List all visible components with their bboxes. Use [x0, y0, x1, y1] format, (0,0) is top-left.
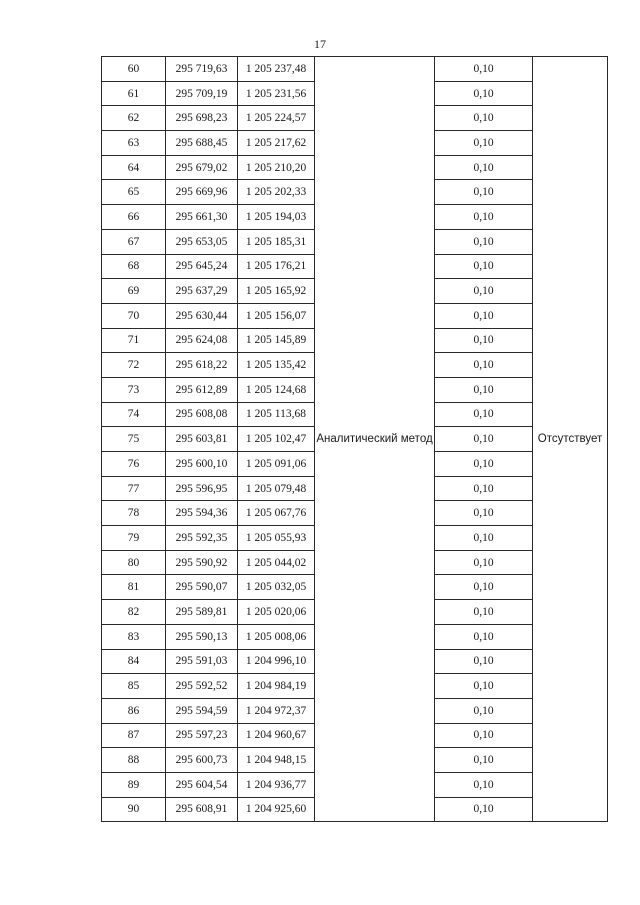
accuracy-cell: 0,10: [435, 526, 533, 551]
accuracy-cell: 0,10: [435, 550, 533, 575]
y-coordinate-cell: 1 205 156,07: [238, 303, 315, 328]
point-number-cell: 78: [102, 501, 166, 526]
point-number-cell: 77: [102, 476, 166, 501]
y-coordinate-cell: 1 204 936,77: [238, 772, 315, 797]
point-number-cell: 79: [102, 526, 166, 551]
y-coordinate-cell: 1 205 202,33: [238, 180, 315, 205]
y-coordinate-cell: 1 205 067,76: [238, 501, 315, 526]
x-coordinate-cell: 295 592,35: [166, 526, 238, 551]
y-coordinate-cell: 1 205 008,06: [238, 624, 315, 649]
x-coordinate-cell: 295 590,92: [166, 550, 238, 575]
point-number-cell: 83: [102, 624, 166, 649]
y-coordinate-cell: 1 204 984,19: [238, 674, 315, 699]
point-number-cell: 74: [102, 402, 166, 427]
x-coordinate-cell: 295 630,44: [166, 303, 238, 328]
y-coordinate-cell: 1 205 210,20: [238, 155, 315, 180]
x-coordinate-cell: 295 590,07: [166, 575, 238, 600]
accuracy-cell: 0,10: [435, 254, 533, 279]
point-number-cell: 88: [102, 748, 166, 773]
y-coordinate-cell: 1 205 135,42: [238, 353, 315, 378]
point-number-cell: 67: [102, 229, 166, 254]
point-number-cell: 65: [102, 180, 166, 205]
accuracy-cell: 0,10: [435, 279, 533, 304]
accuracy-cell: 0,10: [435, 427, 533, 452]
y-coordinate-cell: 1 205 185,31: [238, 229, 315, 254]
x-coordinate-cell: 295 594,59: [166, 698, 238, 723]
point-number-cell: 64: [102, 155, 166, 180]
x-coordinate-cell: 295 719,63: [166, 57, 238, 82]
y-coordinate-cell: 1 205 176,21: [238, 254, 315, 279]
y-coordinate-cell: 1 205 231,56: [238, 81, 315, 106]
accuracy-cell: 0,10: [435, 575, 533, 600]
x-coordinate-cell: 295 637,29: [166, 279, 238, 304]
y-coordinate-cell: 1 205 113,68: [238, 402, 315, 427]
point-number-cell: 85: [102, 674, 166, 699]
y-coordinate-cell: 1 205 217,62: [238, 131, 315, 156]
page-number: 17: [314, 37, 326, 51]
accuracy-cell: 0,10: [435, 328, 533, 353]
x-coordinate-cell: 295 624,08: [166, 328, 238, 353]
y-coordinate-cell: 1 205 165,92: [238, 279, 315, 304]
x-coordinate-cell: 295 679,02: [166, 155, 238, 180]
accuracy-cell: 0,10: [435, 649, 533, 674]
point-number-cell: 82: [102, 600, 166, 625]
accuracy-cell: 0,10: [435, 698, 533, 723]
x-coordinate-cell: 295 594,36: [166, 501, 238, 526]
x-coordinate-cell: 295 589,81: [166, 600, 238, 625]
y-coordinate-cell: 1 205 124,68: [238, 377, 315, 402]
accuracy-cell: 0,10: [435, 229, 533, 254]
table-row: [102, 57, 608, 82]
y-coordinate-cell: 1 205 044,02: [238, 550, 315, 575]
accuracy-cell: 0,10: [435, 452, 533, 477]
coordinates-table-body: [102, 57, 608, 822]
point-number-cell: 63: [102, 131, 166, 156]
point-number-cell: 90: [102, 797, 166, 822]
accuracy-cell: 0,10: [435, 748, 533, 773]
accuracy-cell: 0,10: [435, 501, 533, 526]
x-coordinate-cell: 295 608,91: [166, 797, 238, 822]
y-coordinate-cell: 1 204 996,10: [238, 649, 315, 674]
point-number-cell: 80: [102, 550, 166, 575]
point-number-cell: 66: [102, 205, 166, 230]
accuracy-cell: 0,10: [435, 402, 533, 427]
accuracy-cell: 0,10: [435, 797, 533, 822]
y-coordinate-cell: 1 205 079,48: [238, 476, 315, 501]
point-number-cell: 89: [102, 772, 166, 797]
point-number-cell: 81: [102, 575, 166, 600]
point-number-cell: 70: [102, 303, 166, 328]
x-coordinate-cell: 295 591,03: [166, 649, 238, 674]
y-coordinate-cell: 1 205 020,06: [238, 600, 315, 625]
accuracy-cell: 0,10: [435, 180, 533, 205]
accuracy-cell: 0,10: [435, 155, 533, 180]
accuracy-cell: 0,10: [435, 476, 533, 501]
point-number-cell: 60: [102, 57, 166, 82]
y-coordinate-cell: 1 205 194,03: [238, 205, 315, 230]
accuracy-cell: 0,10: [435, 81, 533, 106]
y-coordinate-cell: 1 205 145,89: [238, 328, 315, 353]
accuracy-cell: 0,10: [435, 377, 533, 402]
accuracy-cell: 0,10: [435, 723, 533, 748]
x-coordinate-cell: 295 688,45: [166, 131, 238, 156]
y-coordinate-cell: 1 205 032,05: [238, 575, 315, 600]
y-coordinate-cell: 1 205 237,48: [238, 57, 315, 82]
x-coordinate-cell: 295 608,08: [166, 402, 238, 427]
point-number-cell: 75: [102, 427, 166, 452]
x-coordinate-cell: 295 592,52: [166, 674, 238, 699]
coordinates-table: [101, 56, 608, 822]
x-coordinate-cell: 295 709,19: [166, 81, 238, 106]
x-coordinate-cell: 295 698,23: [166, 106, 238, 131]
x-coordinate-cell: 295 604,54: [166, 772, 238, 797]
point-number-cell: 86: [102, 698, 166, 723]
accuracy-cell: 0,10: [435, 106, 533, 131]
y-coordinate-cell: 1 205 055,93: [238, 526, 315, 551]
accuracy-cell: 0,10: [435, 353, 533, 378]
y-coordinate-cell: 1 204 948,15: [238, 748, 315, 773]
y-coordinate-cell: 1 204 972,37: [238, 698, 315, 723]
point-number-cell: 61: [102, 81, 166, 106]
x-coordinate-cell: 295 597,23: [166, 723, 238, 748]
x-coordinate-cell: 295 600,10: [166, 452, 238, 477]
reference-cell: Отсутствует: [533, 57, 608, 822]
point-number-cell: 68: [102, 254, 166, 279]
x-coordinate-cell: 295 596,95: [166, 476, 238, 501]
method-cell: Аналитический метод: [315, 57, 435, 822]
accuracy-cell: 0,10: [435, 205, 533, 230]
x-coordinate-cell: 295 669,96: [166, 180, 238, 205]
y-coordinate-cell: 1 204 960,67: [238, 723, 315, 748]
x-coordinate-cell: 295 600,73: [166, 748, 238, 773]
x-coordinate-cell: 295 618,22: [166, 353, 238, 378]
y-coordinate-cell: 1 204 925,60: [238, 797, 315, 822]
y-coordinate-cell: 1 205 091,06: [238, 452, 315, 477]
y-coordinate-cell: 1 205 102,47: [238, 427, 315, 452]
point-number-cell: 76: [102, 452, 166, 477]
x-coordinate-cell: 295 653,05: [166, 229, 238, 254]
point-number-cell: 87: [102, 723, 166, 748]
point-number-cell: 62: [102, 106, 166, 131]
x-coordinate-cell: 295 590,13: [166, 624, 238, 649]
accuracy-cell: 0,10: [435, 772, 533, 797]
y-coordinate-cell: 1 205 224,57: [238, 106, 315, 131]
point-number-cell: 72: [102, 353, 166, 378]
accuracy-cell: 0,10: [435, 600, 533, 625]
x-coordinate-cell: 295 661,30: [166, 205, 238, 230]
accuracy-cell: 0,10: [435, 57, 533, 82]
point-number-cell: 69: [102, 279, 166, 304]
x-coordinate-cell: 295 603,81: [166, 427, 238, 452]
accuracy-cell: 0,10: [435, 131, 533, 156]
accuracy-cell: 0,10: [435, 303, 533, 328]
accuracy-cell: 0,10: [435, 674, 533, 699]
point-number-cell: 71: [102, 328, 166, 353]
point-number-cell: 73: [102, 377, 166, 402]
accuracy-cell: 0,10: [435, 624, 533, 649]
x-coordinate-cell: 295 645,24: [166, 254, 238, 279]
point-number-cell: 84: [102, 649, 166, 674]
x-coordinate-cell: 295 612,89: [166, 377, 238, 402]
